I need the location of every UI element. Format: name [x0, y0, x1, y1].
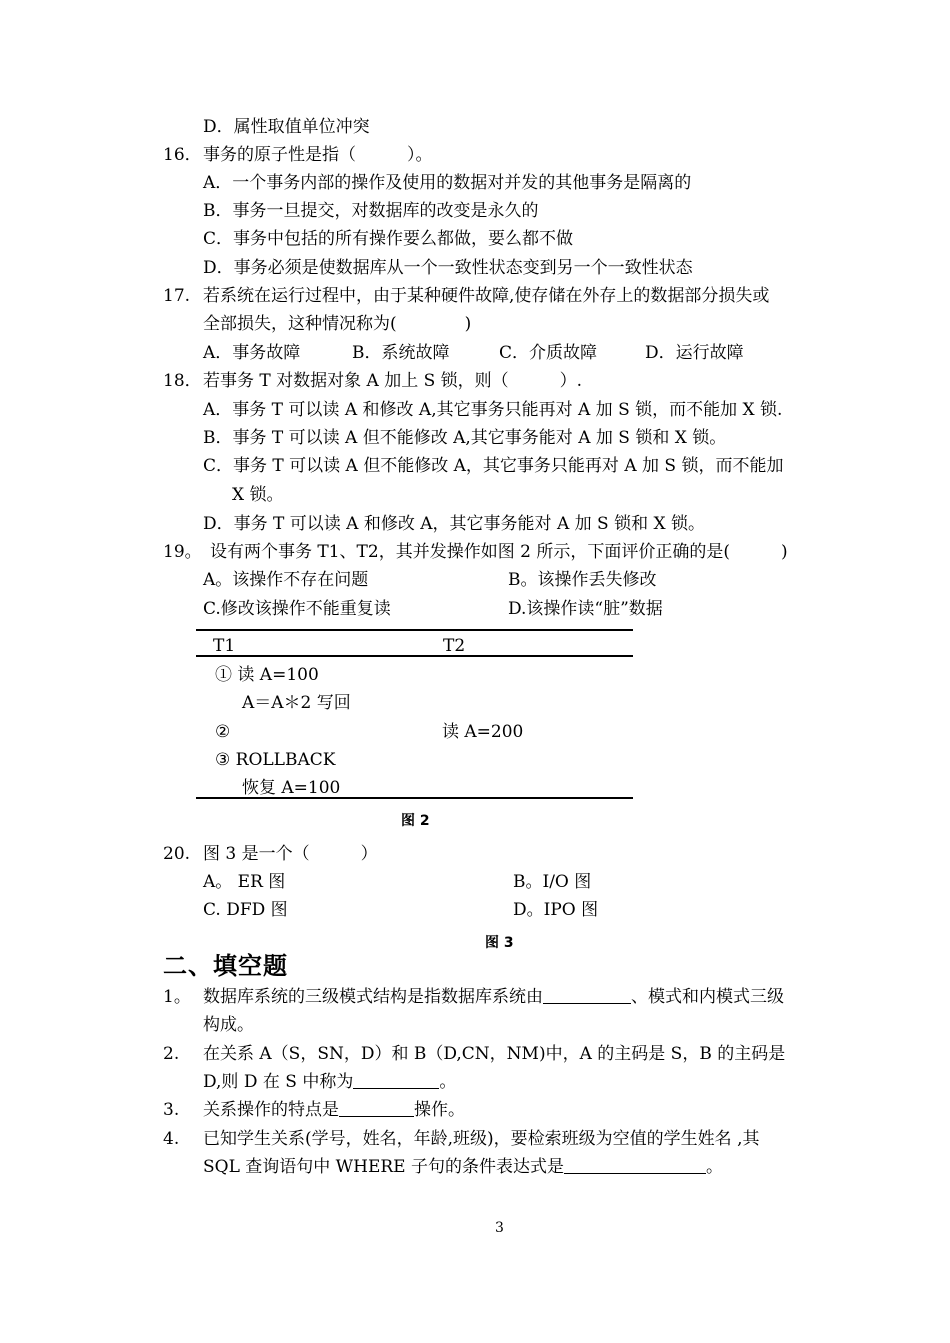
q17-stem-line1: 若系统在运行过程中，由于某种硬件故障,使存储在外存上的数据部分损失或 — [203, 286, 770, 306]
fill4-blank[interactable] — [564, 1155, 706, 1174]
fill2-text-after: 。 — [439, 1072, 457, 1092]
q16-stem: 事务的原子性是指（ ）。 — [203, 145, 433, 165]
fill1-number: 1。 — [163, 987, 191, 1007]
q18-option-d: D．事务 T 可以读 A 和修改 A，其它事务能对 A 加 S 锁和 X 锁。 — [203, 514, 705, 534]
fig2-header-t2: T2 — [443, 636, 466, 656]
q19-option-b: B。该操作丢失修改 — [508, 570, 657, 590]
q16-option-c: C．事务中包括的所有操作要么都做，要么都不做 — [203, 229, 574, 249]
fill1-blank[interactable] — [543, 985, 631, 1004]
q16-option-d: D．事务必须是使数据库从一个一致性状态变到另一个一致性状态 — [203, 258, 693, 278]
fill2-line1: 在关系 A（S，SN，D）和 B（D,CN，NM)中，A 的主码是 S，B 的主码是 — [203, 1044, 786, 1064]
fill2-text-before: D,则 D 在 S 中称为 — [203, 1072, 354, 1092]
fill4-number: 4. — [163, 1129, 180, 1149]
q19-option-d: D.该操作读“脏”数据 — [508, 599, 663, 619]
q17-option-a: A．事务故障 — [203, 343, 301, 363]
fig2-row4-t1: ③ ROLLBACK — [215, 750, 336, 770]
q17-stem-line2: 全部损失，这种情况称为( ) — [203, 314, 472, 334]
q16-option-b: B．事务一旦提交，对数据库的改变是永久的 — [203, 201, 539, 221]
q18-option-c-line1: C．事务 T 可以读 A 但不能修改 A，其它事务只能再对 A 加 S 锁，而不能加 — [203, 456, 784, 476]
q19-stem: 设有两个事务 T1、T2，其并发操作如图 2 所示，下面评价正确的是( ) — [210, 542, 788, 562]
q20-stem: 图 3 是一个（ ） — [203, 844, 378, 864]
q16-option-a: A．一个事务内部的操作及使用的数据对并发的其他事务是隔离的 — [203, 173, 692, 193]
fill3-blank[interactable] — [339, 1098, 414, 1117]
q20-option-b: B。I/O 图 — [513, 872, 592, 892]
fill4-text-before: SQL 查询语句中 WHERE 子句的条件表达式是 — [203, 1157, 565, 1177]
page-number: 3 — [495, 1220, 504, 1236]
q19-option-c: C.修改该操作不能重复读 — [203, 599, 391, 619]
q17-option-b: B．系统故障 — [352, 343, 450, 363]
q18-option-c-line2: X 锁。 — [232, 485, 284, 505]
fig2-row5-t1: 恢复 A=100 — [242, 778, 341, 798]
fig2-row1-t1: ① 读 A=100 — [215, 665, 319, 685]
q18-option-b: B．事务 T 可以读 A 但不能修改 A,其它事务能对 A 加 S 锁和 X 锁。 — [203, 428, 727, 448]
q17-option-d: D．运行故障 — [645, 343, 744, 363]
q19-option-a: A。该操作不存在问题 — [203, 570, 369, 590]
fill3-number: 3. — [163, 1100, 180, 1120]
fill4-line2 — [203, 1155, 723, 1179]
fig2-header-t1: T1 — [213, 636, 236, 656]
fig2-row3-t2: 读 A=200 — [442, 722, 524, 742]
q16-number: 16． — [163, 145, 202, 165]
fig2-caption: 图 2 — [401, 813, 430, 829]
q17-number: 17. — [163, 286, 191, 306]
fill2-number: 2. — [163, 1044, 180, 1064]
fig2-row3-t1: ② — [215, 722, 231, 742]
fill2-blank[interactable] — [353, 1070, 439, 1089]
q20-option-c: C. DFD 图 — [203, 900, 288, 920]
fill4-line1: 已知学生关系(学号，姓名，年龄,班级)，要检索班级为空值的学生姓名 ,其 — [203, 1129, 760, 1149]
q20-number: 20. — [163, 844, 191, 864]
q17-option-c: C．介质故障 — [499, 343, 598, 363]
fill3-text-before: 关系操作的特点是 — [203, 1100, 339, 1120]
q19-number: 19。 — [163, 542, 202, 562]
fill1-line2: 构成。 — [203, 1015, 254, 1035]
fill1-line1 — [203, 985, 784, 1009]
fig2-top-rule — [196, 629, 633, 631]
q18-stem: 若事务 T 对数据对象 A 加上 S 锁，则（ ）. — [203, 371, 583, 391]
fill3-line — [203, 1098, 465, 1122]
fill1-text-after: 、模式和内模式三级 — [631, 987, 784, 1007]
fig2-bottom-rule — [196, 797, 633, 799]
fig2-header-rule — [196, 655, 633, 657]
q20-option-a: A。 ER 图 — [203, 872, 286, 892]
fig3-caption: 图 3 — [485, 935, 514, 951]
fill1-text-before: 数据库系统的三级模式结构是指数据库系统由 — [203, 987, 543, 1007]
q18-option-a: A．事务 T 可以读 A 和修改 A,其它事务只能再对 A 加 S 锁，而不能加 X 锁. — [203, 400, 783, 420]
fill4-text-after: 。 — [706, 1157, 724, 1177]
q20-option-d: D。IPO 图 — [513, 900, 599, 920]
fill2-line2 — [203, 1070, 456, 1094]
q15-option-d: D．属性取值单位冲突 — [203, 117, 370, 137]
fill3-text-after: 操作。 — [414, 1100, 465, 1120]
q18-number: 18． — [163, 371, 202, 391]
section-heading: 二、填空题 — [163, 952, 288, 980]
fig2-row2-t1: A＝A＊2 写回 — [242, 693, 351, 713]
